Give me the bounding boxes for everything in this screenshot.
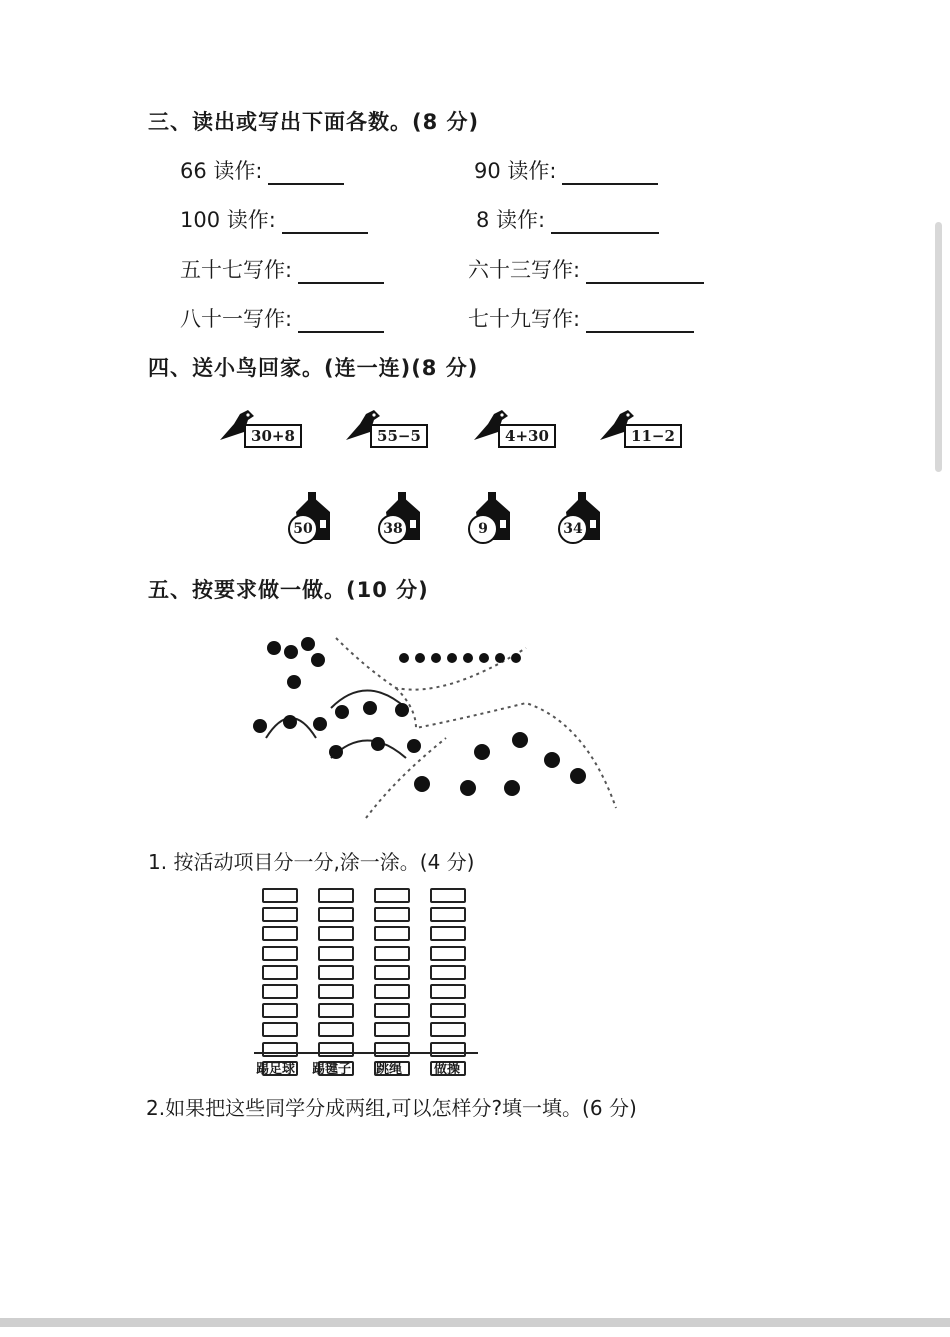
tally-grid <box>250 888 490 1078</box>
read-item-66 <box>180 155 344 185</box>
question-1: 1. 按活动项目分一分,涂一涂。(4 分) <box>148 850 475 874</box>
house-number: 50 <box>288 514 318 544</box>
house-number: 38 <box>378 514 408 544</box>
answer-blank[interactable] <box>268 163 344 185</box>
write-item-label: 六十三写作: <box>468 258 581 282</box>
write-item-63 <box>468 254 704 284</box>
tally-cell[interactable] <box>318 1042 354 1057</box>
answer-blank[interactable] <box>298 262 384 284</box>
bird-expression: 4+30 <box>498 424 556 448</box>
read-item-label: 66 读作: <box>180 159 263 183</box>
tally-column-label: 踢毽子 <box>312 1062 352 1077</box>
read-item-label: 90 读作: <box>474 159 557 183</box>
answer-blank[interactable] <box>586 311 694 333</box>
vertical-scrollbar[interactable] <box>935 222 942 472</box>
tally-cell[interactable] <box>318 888 354 903</box>
read-item-8 <box>476 204 659 234</box>
tally-cell[interactable] <box>262 1003 298 1018</box>
section-5-heading: 五、按要求做一做。(10 分) <box>148 578 429 602</box>
answer-blank[interactable] <box>562 163 658 185</box>
house-card[interactable] <box>376 492 426 544</box>
write-item-label: 八十一写作: <box>180 307 293 331</box>
tally-cell[interactable] <box>374 1003 410 1018</box>
house-card[interactable] <box>556 492 606 544</box>
tally-column-label: 做操 <box>434 1062 461 1077</box>
tally-cell[interactable] <box>430 926 466 941</box>
read-item-100 <box>180 204 368 234</box>
answer-blank[interactable] <box>551 212 659 234</box>
tally-cell[interactable] <box>374 888 410 903</box>
tally-cell[interactable] <box>374 926 410 941</box>
write-item-79 <box>468 303 694 333</box>
bottom-bar <box>0 1318 950 1327</box>
write-item-label: 五十七写作: <box>180 258 293 282</box>
tally-cell[interactable] <box>318 984 354 999</box>
answer-blank[interactable] <box>298 311 384 333</box>
tally-cell[interactable] <box>318 926 354 941</box>
section-4-heading: 四、送小鸟回家。(连一连)(8 分) <box>148 356 479 380</box>
tally-baseline <box>254 1052 478 1054</box>
bird-card[interactable] <box>218 406 310 454</box>
tally-cell[interactable] <box>430 1003 466 1018</box>
house-number: 9 <box>468 514 498 544</box>
tally-cell[interactable] <box>430 888 466 903</box>
tally-cell[interactable] <box>262 946 298 961</box>
house-card[interactable] <box>466 492 516 544</box>
tally-cell[interactable] <box>430 1022 466 1037</box>
tally-cell[interactable] <box>262 888 298 903</box>
tally-cell[interactable] <box>374 907 410 922</box>
bird-expression: 11−2 <box>624 424 682 448</box>
tally-cell[interactable] <box>262 965 298 980</box>
answer-blank[interactable] <box>282 212 368 234</box>
tally-cell[interactable] <box>374 1042 410 1057</box>
tally-cell[interactable] <box>430 946 466 961</box>
tally-cell[interactable] <box>318 965 354 980</box>
bird-card[interactable] <box>598 406 690 454</box>
tally-cell[interactable] <box>262 907 298 922</box>
answer-blank[interactable] <box>586 262 704 284</box>
tally-cell[interactable] <box>262 1022 298 1037</box>
section-3-heading: 三、读出或写出下面各数。(8 分) <box>148 110 480 134</box>
tally-column-label: 跳绳 <box>376 1062 403 1077</box>
bird-card[interactable] <box>344 406 436 454</box>
tally-cell[interactable] <box>430 965 466 980</box>
tally-cell[interactable] <box>374 946 410 961</box>
question-2: 2.如果把这些同学分成两组,可以怎样分?填一填。(6 分) <box>146 1096 637 1120</box>
read-item-90 <box>474 155 658 185</box>
write-item-81 <box>180 303 384 333</box>
tally-cell[interactable] <box>318 1003 354 1018</box>
tally-cell[interactable] <box>374 984 410 999</box>
read-item-label: 8 读作: <box>476 208 546 232</box>
tally-cell[interactable] <box>318 1022 354 1037</box>
bird-expression: 55−5 <box>370 424 428 448</box>
tally-cell[interactable] <box>430 907 466 922</box>
tally-cell[interactable] <box>430 1042 466 1057</box>
bird-card[interactable] <box>472 406 564 454</box>
tally-cell[interactable] <box>262 1042 298 1057</box>
tally-cell[interactable] <box>262 926 298 941</box>
read-item-label: 100 读作: <box>180 208 276 232</box>
tally-cell[interactable] <box>430 984 466 999</box>
house-number: 34 <box>558 514 588 544</box>
tally-column-label: 踢足球 <box>256 1062 296 1077</box>
tally-cell[interactable] <box>318 946 354 961</box>
house-card[interactable] <box>286 492 336 544</box>
children-activities-illustration <box>246 628 626 828</box>
bird-expression: 30+8 <box>244 424 302 448</box>
tally-cell[interactable] <box>262 984 298 999</box>
tally-cell[interactable] <box>374 1022 410 1037</box>
write-item-57 <box>180 254 384 284</box>
write-item-label: 七十九写作: <box>468 307 581 331</box>
tally-cell[interactable] <box>318 907 354 922</box>
tally-cell[interactable] <box>374 965 410 980</box>
